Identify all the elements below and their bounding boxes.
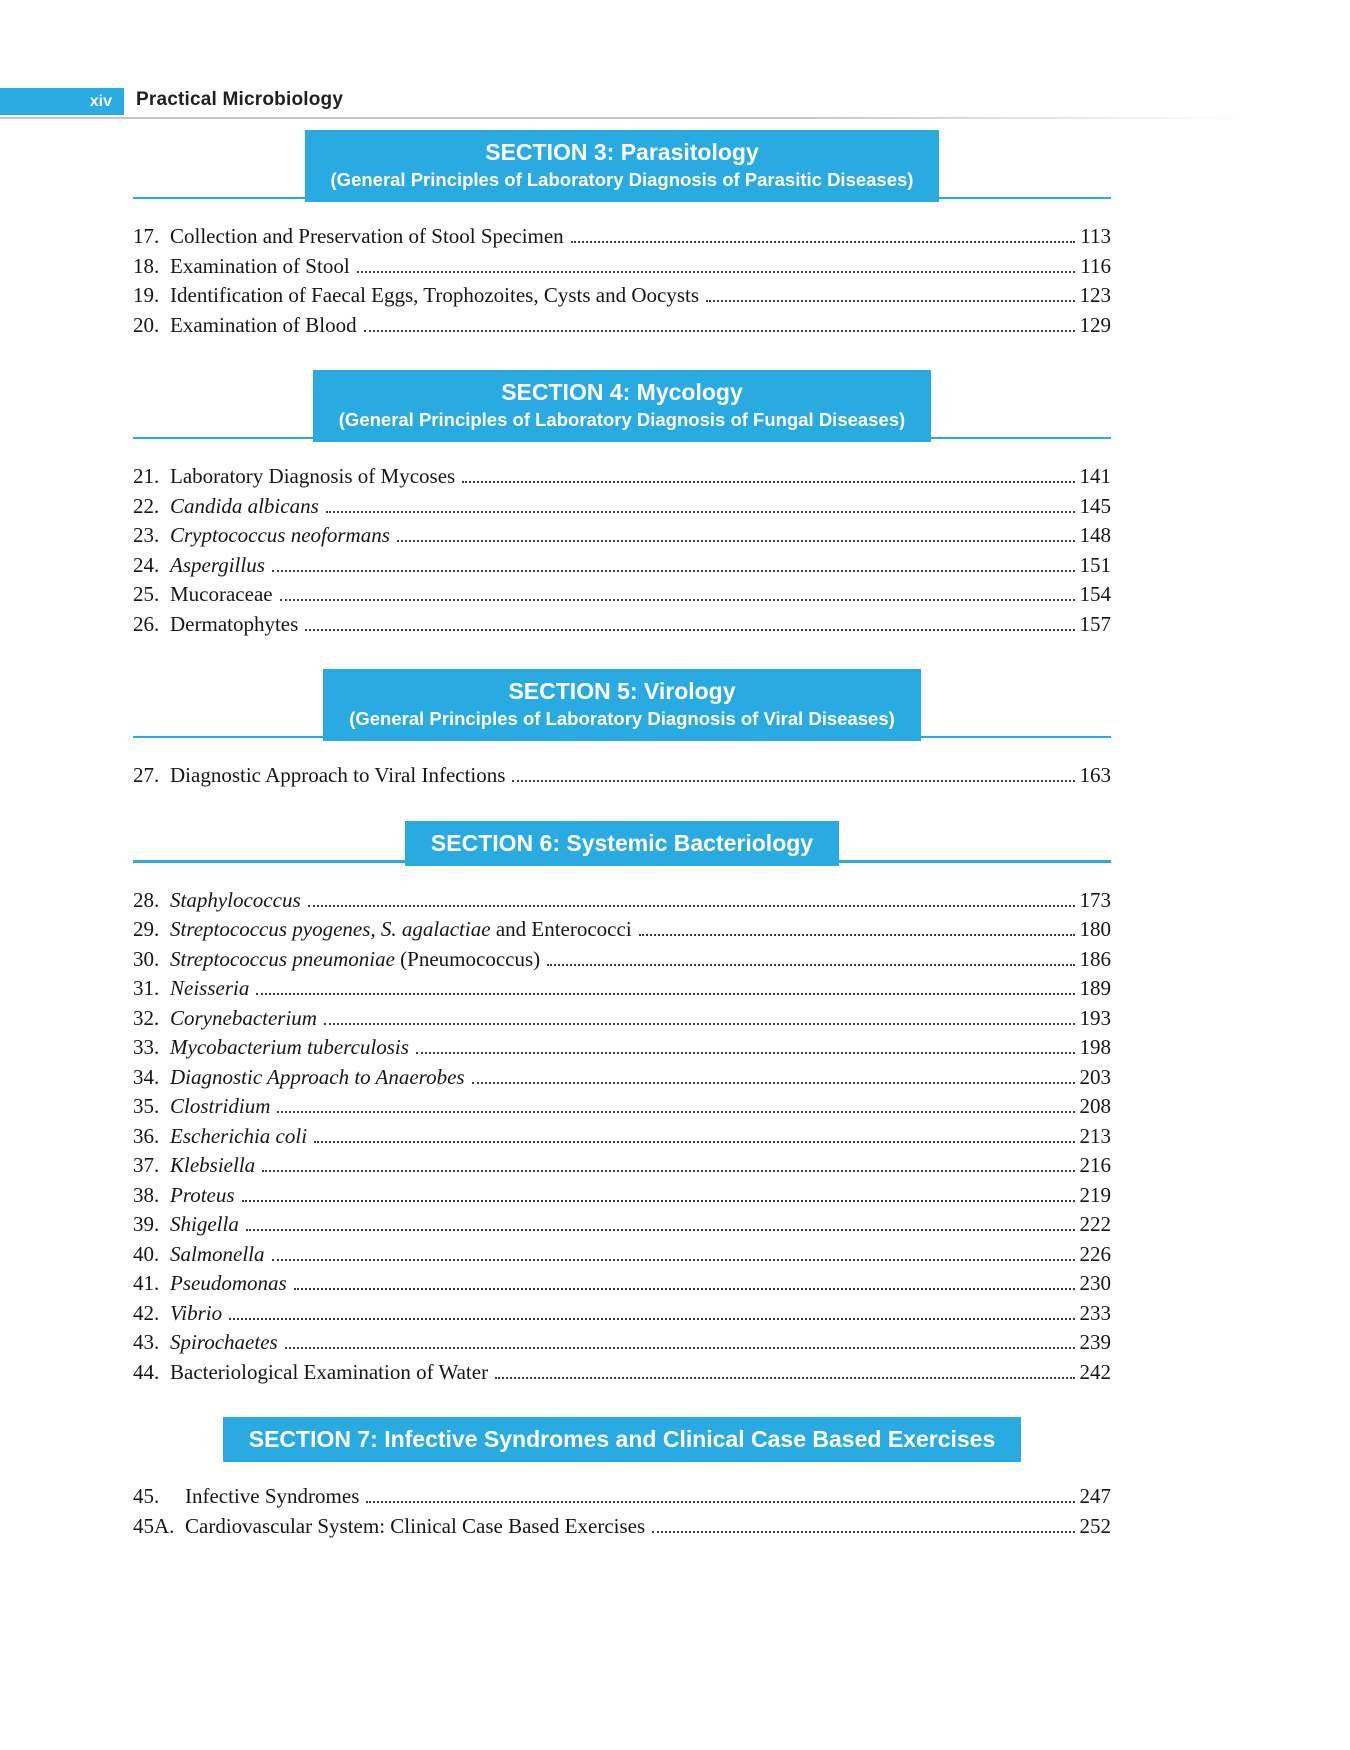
dotted-leader	[272, 570, 1075, 572]
entry-page-number: 113	[1080, 224, 1111, 248]
section-subtitle: (General Principles of Laboratory Diagnosis of Fungal Diseases)	[338, 409, 906, 430]
dotted-leader	[229, 1318, 1074, 1320]
toc-entry-list	[133, 222, 1111, 340]
dotted-leader	[472, 1082, 1075, 1084]
toc-entry-list	[133, 761, 1111, 791]
toc-section	[133, 821, 1111, 1388]
entry-page-number: 123	[1079, 283, 1111, 307]
entry-number: 24.	[133, 552, 160, 577]
toc-entry	[133, 311, 1111, 341]
toc-section	[133, 370, 1111, 639]
entry-title: Klebsiella	[170, 1153, 256, 1177]
entry-title: Escherichia coli	[170, 1123, 308, 1148]
toc-entry	[133, 1092, 1111, 1122]
entry-title: Vibrio	[170, 1300, 223, 1325]
entry-number: 41.	[133, 1271, 160, 1295]
dotted-leader	[364, 330, 1075, 332]
dotted-leader	[512, 780, 1074, 782]
entry-title: Clostridium	[170, 1094, 271, 1118]
entry-title: Corynebacterium	[170, 1005, 317, 1030]
entry-title: Staphylococcus	[170, 887, 301, 912]
entry-number: 31.	[133, 976, 160, 1000]
toc-entry	[133, 580, 1111, 610]
entry-title: Identification of Faecal Eggs, Trophozoites, Cysts and Oocysts	[170, 283, 700, 307]
toc-section	[133, 1417, 1111, 1541]
page-header	[0, 88, 1350, 122]
entry-title: Aspergillus	[170, 552, 265, 577]
entry-title: Streptococcus pneumoniae (Pneumococcus)	[170, 946, 541, 971]
section-title: SECTION 3: Parasitology	[485, 139, 759, 165]
toc-entry	[133, 462, 1111, 492]
section-banner	[323, 669, 921, 741]
entry-title: Examination of Stool	[170, 253, 350, 278]
entry-title: Candida albicans	[170, 493, 319, 518]
entry-title: Collection and Preservation of Stool Specimen	[170, 224, 564, 248]
entry-title: Neisseria	[170, 976, 250, 1000]
entry-title: Pseudomonas	[170, 1271, 287, 1295]
dotted-leader	[652, 1531, 1074, 1533]
dotted-leader	[256, 993, 1074, 995]
entry-title: Streptococcus pyogenes, S. agalactiae and Enterococci	[170, 917, 632, 941]
folio-page-number: xiv	[0, 88, 124, 115]
dotted-leader	[242, 1200, 1075, 1202]
dotted-leader	[366, 1501, 1074, 1503]
entry-title: Cryptococcus neoformans	[170, 523, 390, 547]
entry-number: 36.	[133, 1123, 160, 1148]
toc-entry	[133, 551, 1111, 581]
section-banner-row	[133, 821, 1111, 866]
entry-title: Dermatophytes	[170, 611, 299, 636]
toc-entry-list	[133, 886, 1111, 1388]
entry-number: 25.	[133, 582, 160, 606]
dotted-leader	[246, 1229, 1075, 1231]
toc-entry	[133, 1269, 1111, 1299]
entry-page-number: 222	[1079, 1212, 1111, 1236]
toc-entry	[133, 492, 1111, 522]
toc-entry	[133, 761, 1111, 791]
dotted-leader	[357, 271, 1076, 273]
section-title: SECTION 6: Systemic Bacteriology	[430, 829, 814, 856]
entry-page-number: 239	[1079, 1330, 1111, 1354]
entry-title: Examination of Blood	[170, 312, 357, 337]
toc-entry	[133, 1240, 1111, 1270]
entry-number: 45.	[133, 1484, 160, 1508]
toc-entry	[133, 1299, 1111, 1329]
entry-page-number: 242	[1079, 1359, 1111, 1384]
toc-entry	[133, 281, 1111, 311]
entry-number: 26.	[133, 611, 160, 636]
entry-title: Shigella	[170, 1212, 239, 1236]
entry-number: 23.	[133, 523, 160, 547]
header-rule	[0, 117, 1245, 119]
entry-page-number: 141	[1079, 464, 1111, 488]
toc-entry	[133, 1328, 1111, 1358]
dotted-leader	[324, 1023, 1075, 1025]
entry-page-number: 198	[1079, 1035, 1111, 1059]
entry-number: 42.	[133, 1300, 160, 1325]
entry-page-number: 189	[1079, 976, 1111, 1000]
dotted-leader	[326, 511, 1075, 513]
dotted-leader	[305, 629, 1074, 631]
toc-section	[133, 130, 1111, 340]
entry-number: 19.	[133, 283, 160, 307]
entry-page-number: 186	[1079, 946, 1111, 971]
entry-number: 27.	[133, 763, 160, 787]
toc-entry	[133, 1210, 1111, 1240]
entry-page-number: 145	[1079, 493, 1111, 518]
table-of-contents	[133, 130, 1111, 1541]
toc-entry	[133, 1033, 1111, 1063]
dotted-leader	[272, 1259, 1075, 1261]
entry-page-number: 208	[1079, 1094, 1111, 1118]
entry-number: 43.	[133, 1330, 160, 1354]
entry-title: Cardiovascular System: Clinical Case Based Exercises	[185, 1513, 646, 1538]
entry-page-number: 116	[1080, 253, 1111, 278]
entry-number: 32.	[133, 1005, 160, 1030]
toc-entry	[133, 1063, 1111, 1093]
entry-page-number: 230	[1079, 1271, 1111, 1295]
entry-page-number: 252	[1079, 1513, 1111, 1538]
section-title: SECTION 7: Infective Syndromes and Clinical Case Based Exercises	[248, 1426, 996, 1452]
section-title: SECTION 5: Virology	[508, 678, 736, 704]
dotted-leader	[706, 300, 1074, 302]
entry-title: Salmonella	[170, 1241, 265, 1266]
entry-page-number: 157	[1079, 611, 1111, 636]
entry-page-number: 226	[1079, 1241, 1111, 1266]
entry-number: 21.	[133, 464, 160, 488]
section-subtitle: (General Principles of Laboratory Diagnosis of Viral Diseases)	[349, 708, 895, 729]
dotted-leader	[285, 1347, 1075, 1349]
entry-page-number: 216	[1079, 1153, 1111, 1177]
entry-number: 40.	[133, 1241, 160, 1266]
toc-entry	[133, 945, 1111, 975]
entry-title: Mucoraceae	[170, 582, 273, 606]
entry-title: Mycobacterium tuberculosis	[170, 1035, 409, 1059]
entry-number: 18.	[133, 253, 160, 278]
dotted-leader	[308, 905, 1075, 907]
dotted-leader	[547, 964, 1074, 966]
section-banner	[405, 821, 839, 866]
toc-entry	[133, 1004, 1111, 1034]
entry-number: 30.	[133, 946, 160, 971]
entry-title: Infective Syndromes	[185, 1484, 360, 1508]
dotted-leader	[416, 1052, 1075, 1054]
toc-entry	[133, 1151, 1111, 1181]
toc-entry	[133, 610, 1111, 640]
entry-title: Proteus	[170, 1182, 235, 1207]
entry-page-number: 219	[1079, 1182, 1111, 1207]
section-banner-row	[133, 130, 1111, 202]
entry-title: Laboratory Diagnosis of Mycoses	[170, 464, 456, 488]
entry-page-number: 203	[1079, 1064, 1111, 1089]
section-banner-row	[133, 669, 1111, 741]
entry-page-number: 154	[1079, 582, 1111, 606]
entry-number: 28.	[133, 887, 160, 912]
entry-number: 44.	[133, 1359, 160, 1384]
entry-page-number: 233	[1079, 1300, 1111, 1325]
dotted-leader	[280, 599, 1075, 601]
toc-entry	[133, 915, 1111, 945]
section-banner-row	[133, 370, 1111, 442]
toc-entry-list	[133, 1482, 1111, 1541]
entry-number: 22.	[133, 493, 160, 518]
entry-page-number: 151	[1079, 552, 1111, 577]
section-banner	[313, 370, 931, 442]
toc-entry	[133, 1122, 1111, 1152]
entry-title: Bacteriological Examination of Water	[170, 1359, 489, 1384]
dotted-leader	[277, 1111, 1074, 1113]
dotted-leader	[571, 241, 1076, 243]
dotted-leader	[294, 1288, 1075, 1290]
entry-title: Diagnostic Approach to Viral Infections	[170, 763, 506, 787]
section-banner	[223, 1417, 1022, 1462]
book-title: Practical Microbiology	[136, 89, 344, 110]
section-banner	[305, 130, 940, 202]
entry-page-number: 173	[1079, 887, 1111, 912]
entry-number: 38.	[133, 1182, 160, 1207]
toc-entry-list	[133, 462, 1111, 639]
section-banner-row	[133, 1417, 1111, 1462]
dotted-leader	[397, 540, 1075, 542]
entry-page-number: 213	[1079, 1123, 1111, 1148]
toc-entry	[133, 252, 1111, 282]
toc-entry	[133, 521, 1111, 551]
entry-page-number: 129	[1079, 312, 1111, 337]
entry-number: 29.	[133, 917, 160, 941]
toc-entry	[133, 1482, 1111, 1512]
entry-number: 34.	[133, 1064, 160, 1089]
dotted-leader	[462, 481, 1074, 483]
dotted-leader	[639, 934, 1075, 936]
toc-entry	[133, 1358, 1111, 1388]
entry-number: 33.	[133, 1035, 160, 1059]
entry-page-number: 148	[1079, 523, 1111, 547]
toc-entry	[133, 222, 1111, 252]
section-title: SECTION 4: Mycology	[501, 379, 743, 405]
dotted-leader	[262, 1170, 1074, 1172]
entry-number: 45A.	[133, 1513, 175, 1538]
entry-page-number: 180	[1079, 917, 1111, 941]
entry-number: 35.	[133, 1094, 160, 1118]
entry-number: 37.	[133, 1153, 160, 1177]
toc-section	[133, 669, 1111, 791]
entry-page-number: 247	[1079, 1484, 1111, 1508]
toc-entry	[133, 886, 1111, 916]
entry-number: 17.	[133, 224, 160, 248]
entry-page-number: 163	[1079, 763, 1111, 787]
dotted-leader	[495, 1377, 1074, 1379]
entry-number: 20.	[133, 312, 160, 337]
entry-title: Spirochaetes	[170, 1330, 278, 1354]
section-subtitle: (General Principles of Laboratory Diagnosis of Parasitic Diseases)	[330, 169, 914, 190]
toc-entry	[133, 974, 1111, 1004]
entry-title: Diagnostic Approach to Anaerobes	[170, 1064, 465, 1089]
entry-number: 39.	[133, 1212, 160, 1236]
dotted-leader	[314, 1141, 1074, 1143]
entry-page-number: 193	[1079, 1005, 1111, 1030]
toc-entry	[133, 1512, 1111, 1542]
toc-entry	[133, 1181, 1111, 1211]
